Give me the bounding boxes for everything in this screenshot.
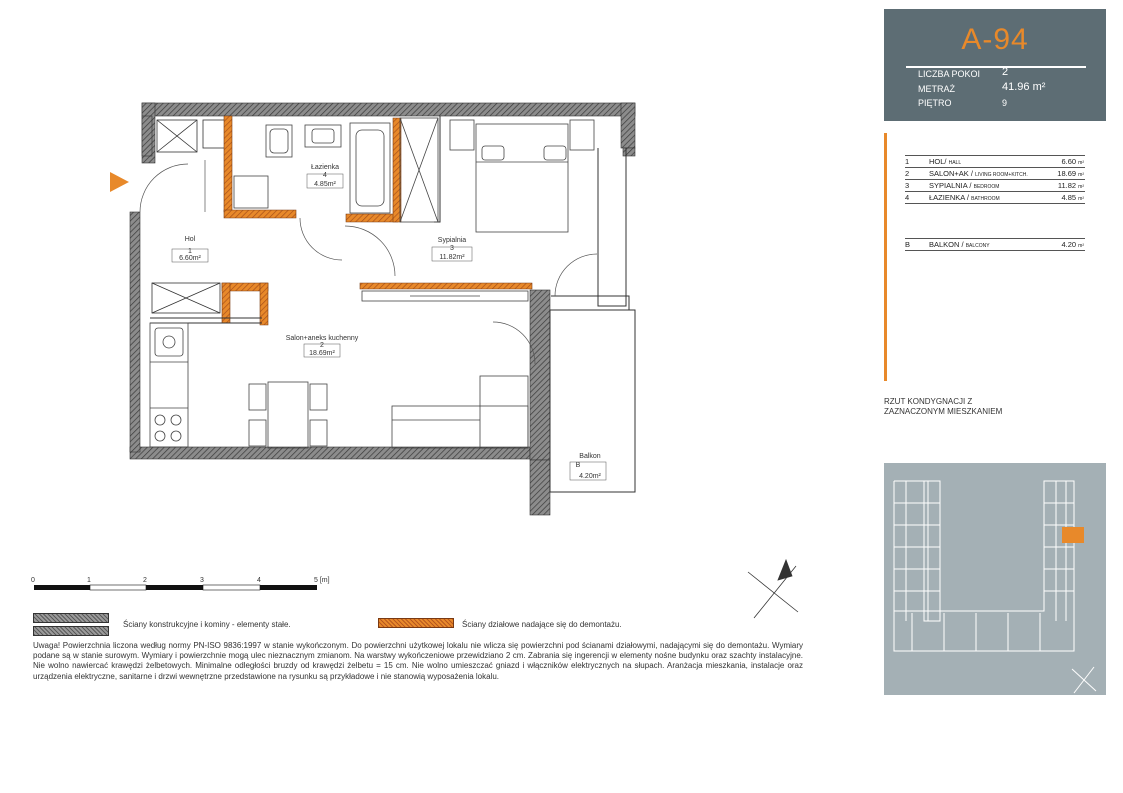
- structural-wall-swatch: [33, 626, 109, 636]
- living-label: Salon+aneks kuchenny: [285, 335, 359, 342]
- floor-plan-caption: RZUT KONDYGNACJI Z ZAZNACZONYM MIESZKANIEM: [884, 397, 1003, 416]
- entrance-arrow-icon: [110, 172, 129, 192]
- apartment-header: [884, 9, 1106, 121]
- door-swings: [140, 160, 597, 364]
- mini-north-arrow-icon: [1072, 667, 1096, 693]
- building-floor-map: [884, 463, 1106, 695]
- room-1-num: 1: [905, 157, 910, 166]
- table-rule: [905, 238, 1085, 239]
- bed-area: 11.82m²: [439, 254, 465, 261]
- accent-bar: [884, 133, 887, 381]
- bed-label: Sypialnia: [437, 237, 467, 244]
- bed-number: 3: [450, 245, 454, 252]
- room-3-area: 11.82 m²: [1057, 181, 1084, 190]
- rooms-count-value: 2: [1002, 66, 1009, 78]
- removable-legend-text: Ściany działowe nadające się do demontażu.: [462, 620, 622, 629]
- room-4-area: 4.85 m²: [1061, 193, 1084, 202]
- living-number: 2: [320, 342, 324, 349]
- shafts: [152, 120, 229, 313]
- north-arrow-icon: [748, 560, 798, 618]
- table-rule: [905, 179, 1085, 180]
- room-3-num: 3: [905, 181, 910, 190]
- room-2-name: SALON+AK / LIVING ROOM+KITCH.: [929, 169, 1028, 178]
- scale-tick-3: 3: [200, 577, 204, 584]
- room-4-name: ŁAZIENKA / BATHROOM: [929, 193, 1000, 202]
- balcony-name: BALKON / BALCONY: [929, 240, 990, 249]
- scale-bar: [31, 577, 330, 590]
- bath-label: Łazienka: [310, 164, 340, 171]
- hall-area: 6.60m²: [179, 255, 201, 262]
- room-1-name: HOL/ HALL: [929, 157, 962, 166]
- area-label: METRAŻ: [918, 84, 955, 94]
- balcony-number: B: [575, 462, 581, 469]
- room-2-area: 18.69 m²: [1057, 169, 1084, 178]
- apartment-code: A-94: [961, 23, 1029, 56]
- balcony-area: 4.20 m²: [1061, 240, 1084, 249]
- floor-label: PIĘTRO: [918, 98, 952, 108]
- hall-label: Hol: [184, 236, 196, 243]
- table-rule: [905, 155, 1085, 156]
- hall-number: 1: [188, 248, 192, 255]
- structural-wall-swatch: [33, 613, 109, 623]
- scale-tick-0: 0: [31, 577, 35, 584]
- room-2-num: 2: [905, 169, 910, 178]
- room-3-name: SYPIALNIA / BEDROOM: [929, 181, 1000, 190]
- room-4-num: 4: [905, 193, 910, 202]
- removable-walls: [222, 116, 532, 325]
- structural-walls: [130, 103, 635, 515]
- selected-apartment-marker: [1062, 527, 1084, 543]
- structural-legend-text: Ściany konstrukcyjne i kominy - elementy stałe.: [123, 620, 291, 629]
- scale-tick-5: 5 [m]: [314, 577, 330, 584]
- room-1-area: 6.60 m²: [1061, 157, 1084, 166]
- balcony-num: B: [905, 240, 911, 249]
- bath-number: 4: [323, 172, 327, 179]
- area-value: 41.96 m²: [1002, 81, 1046, 93]
- disclaimer-note: Uwaga! Powierzchnia liczona według normy PN-ISO 9836:1997 w stanie wykończonym. Do powierzchni użytkowej lokalu nie wlicza się powierzchni pod ścianami działowymi, nadającymi się do demontażu. Wymiary podane są w stanie surowym. Wymiary i powierzchnie mogą ulec nieznacznym zmianom. Na warstwy wykończeniowe przewidziano 2 cm. Zabrania się ingerencji w elementy nośne budynku oraz szachty instalacyjne. Nie wolno nawiercać krawędzi żelbetowych. Minimalne odległości bruzdy od krawędzi żelbetu = 15 cm. Nie wolno umieszczać gniazd i włączników elektrycznych na słupach. Aranżacja mieszkania, instalacje oraz urządzenia elektryczne, sanitarne i drzwi wewnętrzne przedstawione na rysunku są przykładowe i nie stanowią wyposażenia lokalu.: [33, 641, 803, 681]
- scale-tick-2: 2: [143, 577, 147, 584]
- table-rule: [905, 250, 1085, 251]
- removable-wall-swatch: [378, 618, 454, 628]
- table-rule: [905, 191, 1085, 192]
- bath-area: 4.85m²: [314, 181, 336, 188]
- scale-tick-4: 4: [257, 577, 261, 584]
- floor-value: 9: [1002, 98, 1008, 108]
- rooms-count-label: LICZBA POKOI: [918, 69, 981, 79]
- balcony-label: Balkon: [579, 453, 601, 460]
- scale-tick-1: 1: [87, 577, 91, 584]
- table-rule: [905, 203, 1085, 204]
- table-rule: [905, 167, 1085, 168]
- balcony-area: 4.20m²: [579, 473, 601, 480]
- living-area: 18.69m²: [309, 350, 335, 357]
- header-divider: [906, 66, 1086, 68]
